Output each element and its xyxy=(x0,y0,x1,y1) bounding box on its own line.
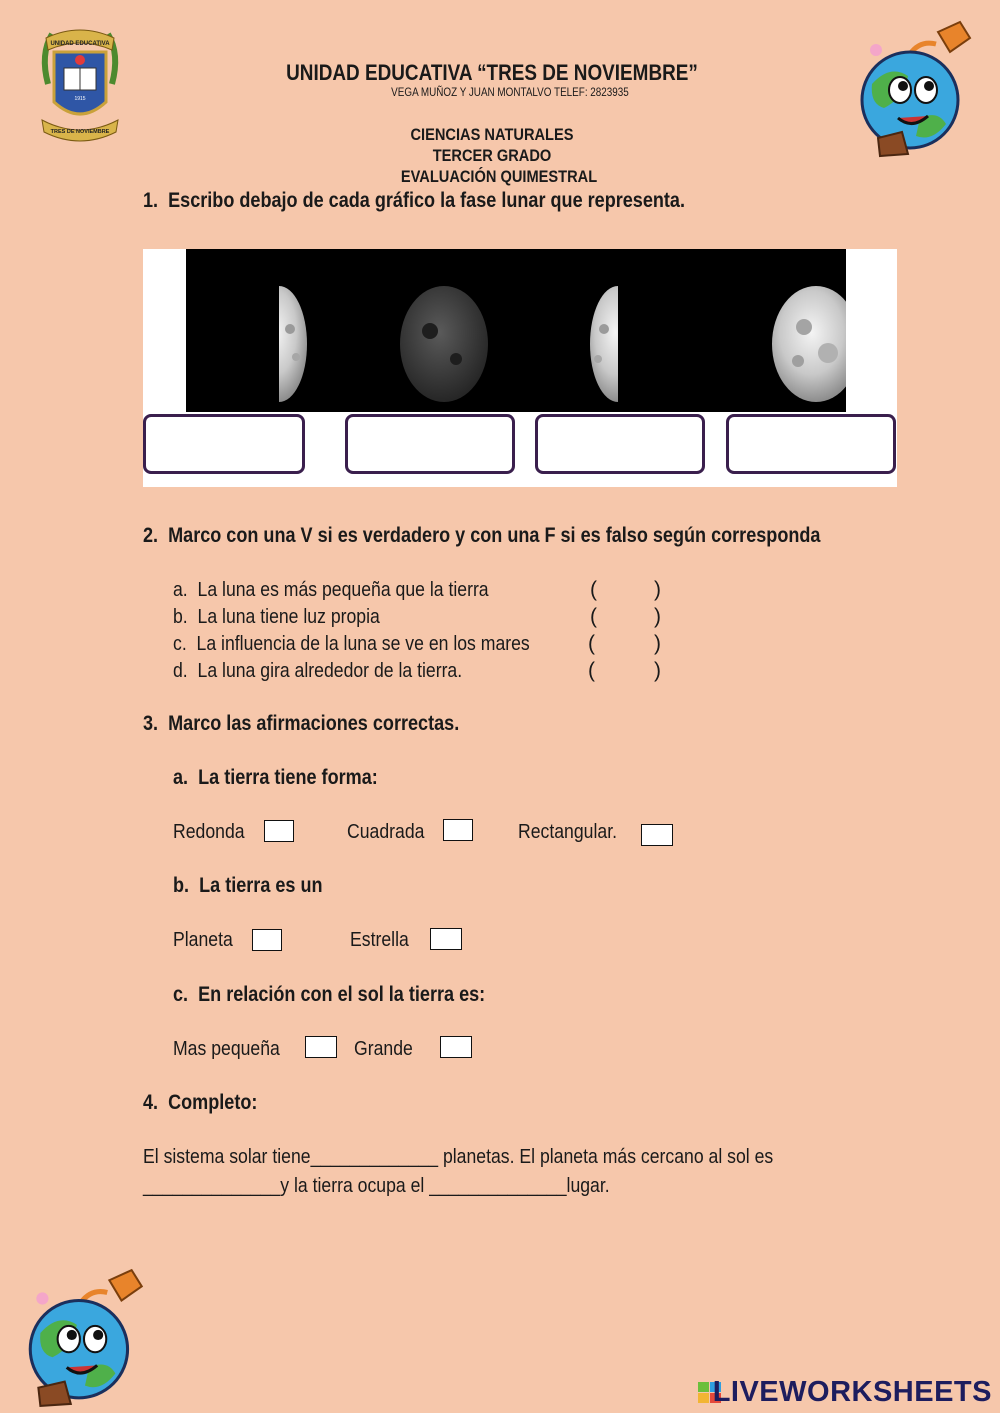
option-grande-checkbox[interactable] xyxy=(440,1036,472,1058)
crest-year: 1915 xyxy=(74,96,86,102)
question-2-text: Marco con una V si es verdadero y con una F si es falso según corresponda xyxy=(168,524,821,547)
q2-item-d-text: La luna gira alrededor de la tierra. xyxy=(197,659,463,682)
option-estrella-label: Estrella xyxy=(350,928,409,951)
option-cuadrada-checkbox[interactable] xyxy=(443,819,473,841)
q2-answer-c-open: ( xyxy=(588,632,595,655)
q2-answer-a-close: ) xyxy=(654,578,661,601)
q4-blank-closest-planet[interactable]: ______________ xyxy=(143,1174,281,1197)
question-3-number: 3. xyxy=(143,712,159,735)
q4-blank-planet-count[interactable]: _____________ xyxy=(310,1145,439,1168)
q2-item-c-letter: c. xyxy=(173,632,187,655)
q2-item-d-letter: d. xyxy=(173,659,188,682)
q3-part-c-letter: c. xyxy=(173,983,189,1006)
crest-text-top: UNIDAD EDUCATIVA xyxy=(50,41,110,47)
option-grande-label: Grande xyxy=(354,1037,413,1060)
q3-part-c xyxy=(173,983,485,1007)
q2-answer-a-open: ( xyxy=(590,578,597,601)
moon-phase-3-icon xyxy=(590,286,646,402)
option-cuadrada-label: Cuadrada xyxy=(347,820,425,843)
q2-item-a-text: La luna es más pequeña que la tierra xyxy=(197,578,489,601)
question-3-text: Marco las afirmaciones correctas. xyxy=(168,712,460,735)
moon-phase-4-icon xyxy=(772,286,846,402)
earth-mascot-watering-icon xyxy=(850,14,980,160)
question-4 xyxy=(143,1091,257,1115)
q2-item-a-letter: a. xyxy=(173,578,188,601)
option-planeta-checkbox[interactable] xyxy=(252,929,282,951)
q2-item-c xyxy=(173,632,530,656)
option-rectangular-label: Rectangular. xyxy=(518,820,617,843)
q2-answer-c-close: ) xyxy=(654,632,661,655)
q2-answer-b-open: ( xyxy=(590,605,597,628)
grade-title: TERCER GRADO xyxy=(432,146,552,165)
q2-item-c-text: La influencia de la luna se ve en los mares xyxy=(196,632,530,655)
q4-line2-text-b: lugar. xyxy=(566,1174,610,1197)
option-redonda-checkbox[interactable] xyxy=(264,820,294,842)
q2-item-b xyxy=(173,605,380,629)
q4-line1-text-b: planetas. El planeta más cercano al sol es xyxy=(442,1145,774,1168)
question-1 xyxy=(143,189,685,213)
q2-item-a xyxy=(173,578,489,602)
earth-mascot-bottom-icon xyxy=(16,1262,156,1410)
q2-answer-d-slot[interactable] xyxy=(602,659,652,685)
q3-part-a-letter: a. xyxy=(173,766,189,789)
question-2-number: 2. xyxy=(143,524,159,547)
moon-phase-2-icon xyxy=(400,286,488,402)
school-address: VEGA MUÑOZ Y JUAN MONTALVO TELEF: 2823935 xyxy=(391,87,629,99)
q2-item-b-text: La luna tiene luz propia xyxy=(197,605,380,628)
liveworksheets-brand[interactable]: LIVEWORKSHEETS xyxy=(712,1376,992,1408)
q2-answer-d-close: ) xyxy=(654,659,661,682)
q2-answer-c-slot[interactable] xyxy=(602,632,652,658)
moon-answer-box-4[interactable] xyxy=(726,414,896,474)
q4-line-2 xyxy=(143,1174,610,1198)
q2-answer-a-slot[interactable] xyxy=(602,578,652,604)
question-4-number: 4. xyxy=(143,1091,159,1114)
option-mas-pequena-label: Mas pequeña xyxy=(173,1037,280,1060)
q2-answer-b-slot[interactable] xyxy=(602,605,652,631)
crest-text-bottom: TRES DE NOVIEMBRE xyxy=(50,129,110,135)
q3-part-b xyxy=(173,874,323,898)
school-crest-logo xyxy=(34,24,126,146)
q3-part-c-text: En relación con el sol la tierra es: xyxy=(198,983,486,1006)
moon-answer-box-2[interactable] xyxy=(345,414,515,474)
q3-part-a-text: La tierra tiene forma: xyxy=(198,766,378,789)
q2-item-b-letter: b. xyxy=(173,605,188,628)
q4-line1-text-a: El sistema solar tiene xyxy=(143,1145,311,1168)
question-4-text: Completo: xyxy=(168,1091,258,1114)
moon-phases-image xyxy=(186,249,846,412)
option-redonda-label: Redonda xyxy=(173,820,245,843)
q2-answer-b-close: ) xyxy=(654,605,661,628)
school-name: UNIDAD EDUCATIVA “TRES DE NOVIEMBRE” xyxy=(286,60,698,85)
option-mas-pequena-checkbox[interactable] xyxy=(305,1036,337,1058)
q3-part-b-letter: b. xyxy=(173,874,190,897)
q4-line2-text-a: y la tierra ocupa el xyxy=(280,1174,425,1197)
moon-answer-box-3[interactable] xyxy=(535,414,705,474)
moon-phases-strip xyxy=(186,249,846,412)
moon-phase-1-icon xyxy=(251,286,307,402)
option-planeta-label: Planeta xyxy=(173,928,233,951)
subject-title: CIENCIAS NATURALES xyxy=(410,125,574,144)
q4-line-1 xyxy=(143,1145,773,1169)
q2-answer-d-open: ( xyxy=(588,659,595,682)
option-estrella-checkbox[interactable] xyxy=(430,928,462,950)
question-1-number: 1. xyxy=(143,189,159,212)
moon-answer-box-1[interactable] xyxy=(143,414,305,474)
moon-phases-panel xyxy=(143,249,897,487)
question-3 xyxy=(143,712,459,736)
q3-part-a xyxy=(173,766,378,790)
evaluation-title: EVALUACIÓN QUIMESTRAL xyxy=(400,167,598,186)
question-1-text: Escribo debajo de cada gráfico la fase lunar que representa. xyxy=(168,189,686,212)
question-2 xyxy=(143,524,820,548)
q3-part-b-text: La tierra es un xyxy=(199,874,323,897)
q2-item-d xyxy=(173,659,462,683)
option-rectangular-checkbox[interactable] xyxy=(641,824,673,846)
q4-blank-earth-position[interactable]: ______________ xyxy=(429,1174,567,1197)
